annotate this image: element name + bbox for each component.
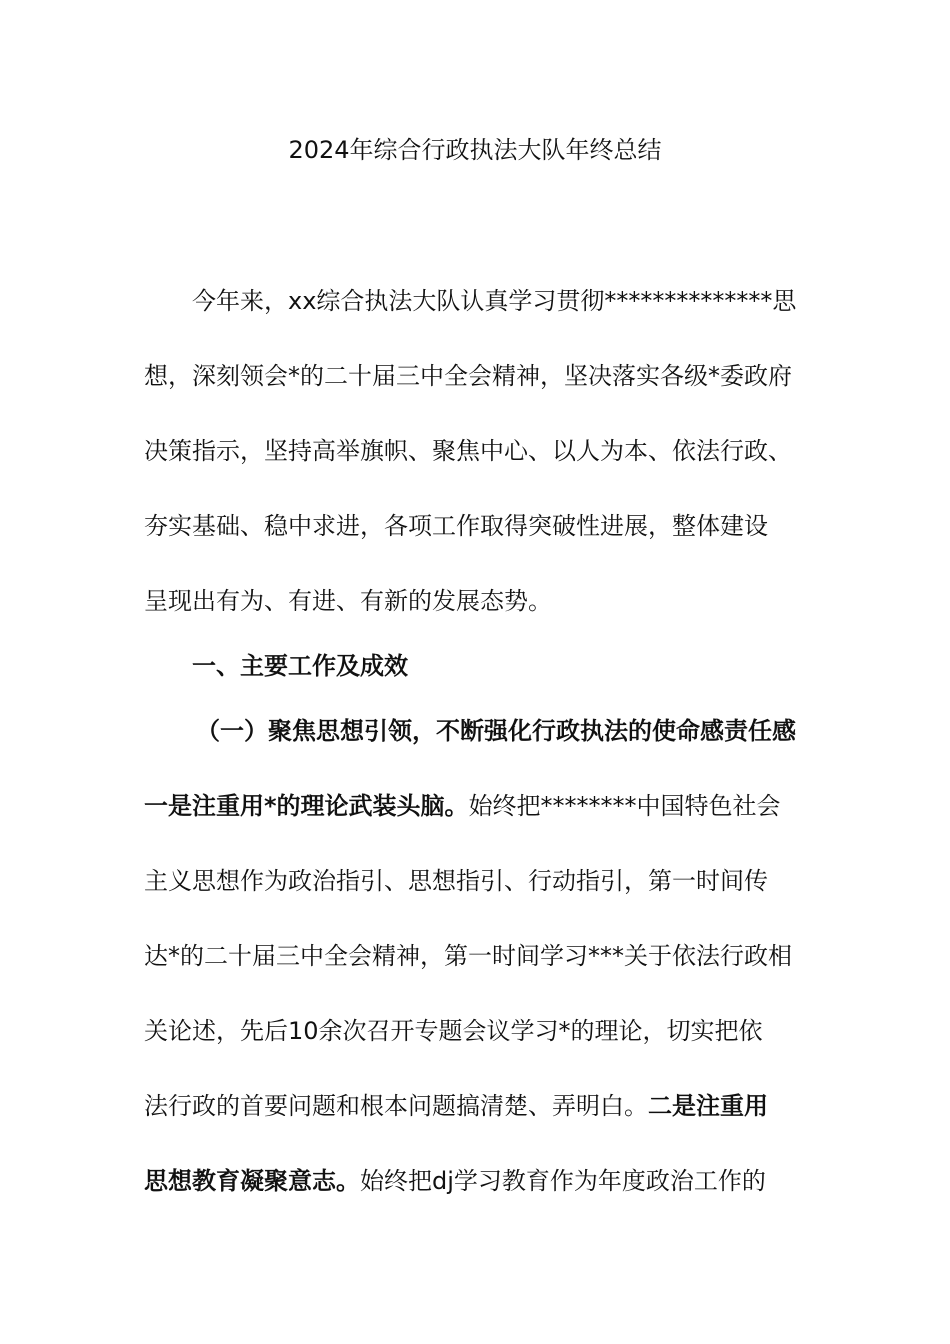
point-one-heading: 一是注重用*的理论武装头脑。 [144, 792, 469, 820]
point-two-heading: 二是注重用 [648, 1092, 768, 1120]
body-line-6 [144, 1163, 824, 1199]
document-title: 2024年综合行政执法大队年终总结 [288, 136, 662, 164]
intro-line-2: 想，深刻领会*的二十届三中全会精神，坚决落实各级*委政府 [144, 362, 792, 390]
body-line-4: 关论述，先后10余次召开专题会议学习*的理论，切实把依 [144, 1017, 763, 1045]
point-two-heading-cont: 思想教育凝聚意志。 [144, 1167, 360, 1195]
body-text: 始终把********中国特色社会 [468, 792, 781, 820]
section-heading-1: 一、主要工作及成效 [192, 652, 408, 680]
body-text: 始终把dj学习教育作为年度政治工作的 [360, 1167, 766, 1195]
intro-line-1: 今年来，xx综合执法大队认真学习贯彻**************思 [192, 287, 797, 315]
intro-line-3: 决策指示，坚持高举旗帜、聚焦中心、以人为本、依法行政、 [144, 437, 792, 465]
body-text: 法行政的首要问题和根本问题搞清楚、弄明白。 [144, 1092, 648, 1120]
intro-line-5: 呈现出有为、有进、有新的发展态势。 [144, 587, 552, 615]
subsection-heading-1: （一）聚焦思想引领，不断强化行政执法的使命感责任感 [196, 717, 796, 745]
body-line-2: 主义思想作为政治指引、思想指引、行动指引，第一时间传 [144, 867, 768, 895]
body-line-1 [144, 788, 824, 824]
body-line-5 [144, 1088, 824, 1124]
body-line-3: 达*的二十届三中全会精神，第一时间学习***关于依法行政相 [144, 942, 792, 970]
intro-line-4: 夯实基础、稳中求进，各项工作取得突破性进展，整体建设 [144, 512, 768, 540]
